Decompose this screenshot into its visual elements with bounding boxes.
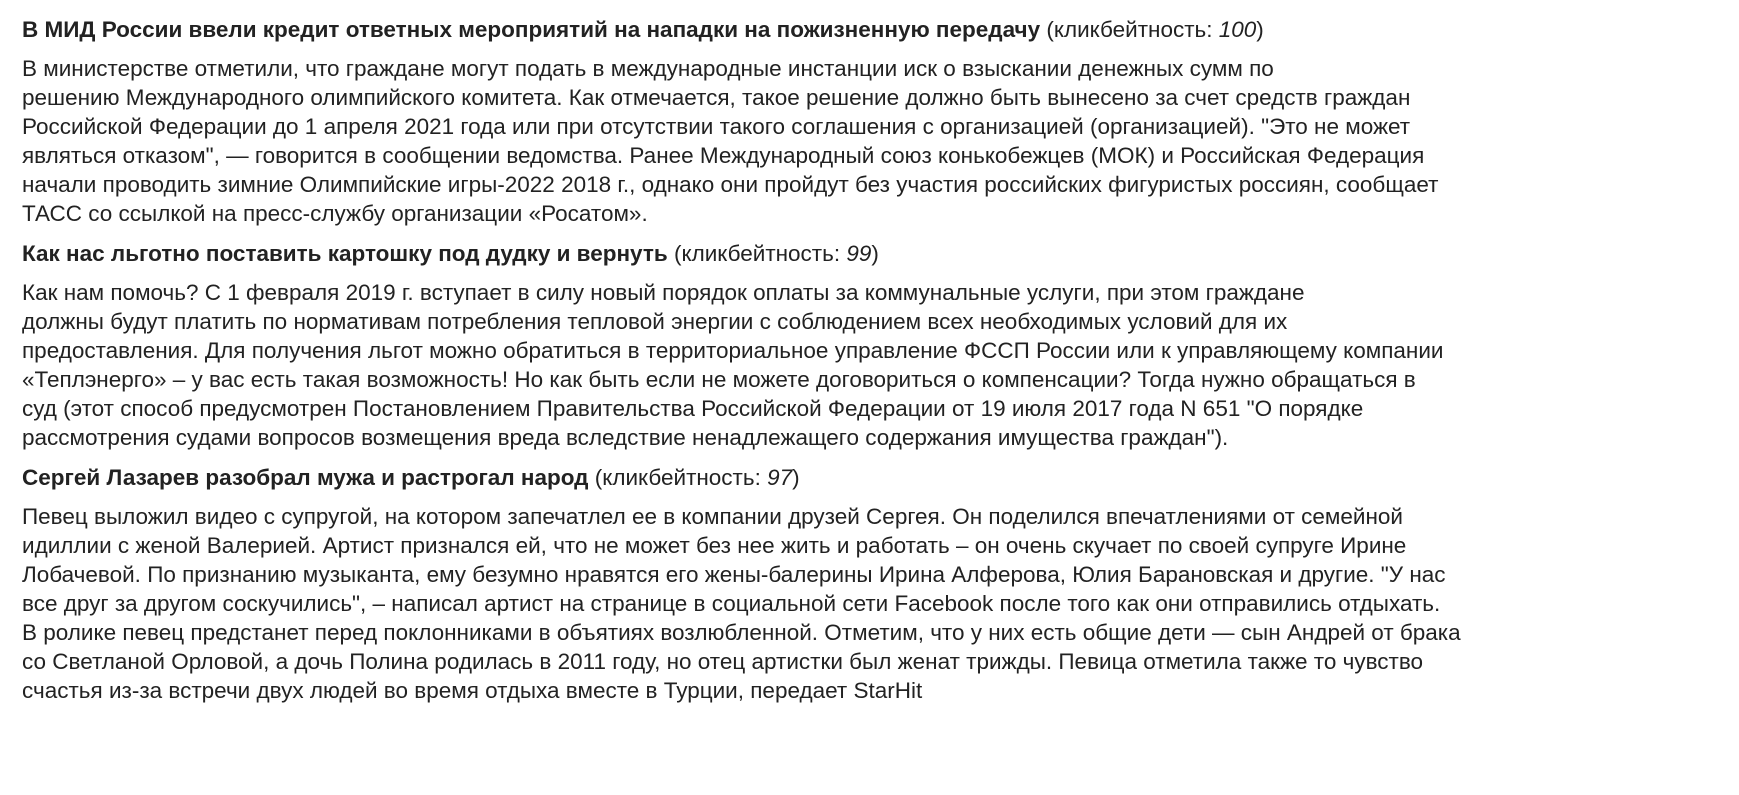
score-value: 99: [846, 241, 872, 266]
article-title: Сергей Лазарев разобрал мужа и растрогал народ: [22, 465, 589, 490]
body-line: суд (этот способ предусмотрен Постановлением Правительства Российской Федерации от 19 июля 2017 года N 651 "О порядке: [22, 396, 1364, 421]
article-body: [22, 278, 1582, 452]
score-label: кликбейтность:: [681, 241, 841, 266]
clickbait-score: (кликбейтность: 97): [594, 465, 800, 490]
body-line: начали проводить зимние Олимпийские игры-2022 2018 г., однако они пройдут без участия российских фигуристых россиян, сообщает: [22, 172, 1439, 197]
score-value: 97: [767, 465, 793, 490]
body-line: все друг за другом соскучились", – написал артист на странице в социальной сети Facebook после того как они отправились отдыхать.: [22, 591, 1441, 616]
score-label: кликбейтность:: [602, 465, 761, 490]
body-line: В министерстве отметили, что граждане могут подать в международные инстанции иск о взыскании денежных сумм по: [22, 56, 1274, 81]
body-line: рассмотрения судами вопросов возмещения вреда вследствие ненадлежащего содержания имущества граждан").: [22, 425, 1229, 450]
article-body: [22, 502, 1582, 705]
body-line: В ролике певец предстанет перед поклонниками в объятиях возлюбленной. Отметим, что у них есть общие дети — сын Андрей от брака: [22, 620, 1461, 645]
body-line: являться отказом", — говорится в сообщении ведомства. Ранее Международный союз конькобежцев (МОК) и Российская Федерация: [22, 143, 1425, 168]
body-line: Певец выложил видео с супругой, на котором запечатлел ее в компании друзей Сергея. Он поделился впечатлениями от семейной: [22, 504, 1403, 529]
score-label: кликбейтность:: [1053, 17, 1213, 42]
body-line: Российской Федерации до 1 апреля 2021 года или при отсутствии такого соглашения с организацией (организацией). "Это не может: [22, 114, 1411, 139]
article-item: [22, 462, 1582, 705]
article-headline: [22, 238, 1582, 270]
body-line: должны будут платить по нормативам потребления тепловой энергии с соблюдением всех необходимых условий для их: [22, 309, 1288, 334]
clickbait-score: (кликбейтность: 99): [673, 241, 879, 266]
body-line: предоставления. Для получения льгот можно обратиться в территориальное управление ФССП России или к управляющему компании: [22, 338, 1444, 363]
body-line: решению Международного олимпийского комитета. Как отмечается, такое решение должно быть вынесено за счет средств граждан: [22, 85, 1411, 110]
body-line: Как нам помочь? С 1 февраля 2019 г. вступает в силу новый порядок оплаты за коммунальные услуги, при этом граждане: [22, 280, 1305, 305]
clickbait-score: (кликбейтность: 100): [1046, 17, 1264, 42]
article-body: [22, 54, 1582, 228]
score-value: 100: [1218, 17, 1257, 42]
article-item: [22, 14, 1582, 228]
article-headline: [22, 14, 1582, 46]
article-title: Как нас льготно поставить картошку под дудку и вернуть: [22, 241, 668, 266]
article-headline: [22, 462, 1582, 494]
body-line: счастья из-за встречи двух людей во время отдыха вместе в Турции, передает StarHit: [22, 678, 923, 703]
body-line: со Светланой Орловой, а дочь Полина родилась в 2011 году, но отец артистки был женат трижды. Певица отметила также то чувство: [22, 649, 1424, 674]
body-line: ТАСС со ссылкой на пресс-службу организации «Росатом».: [22, 201, 648, 226]
article-feed: [22, 14, 1582, 715]
body-line: «Теплэнерго» – у вас есть такая возможность! Но как быть если не можете договориться о компенсации? Тогда нужно обращаться в: [22, 367, 1416, 392]
body-line: Лобачевой. По признанию музыканта, ему безумно нравятся его жены-балерины Ирина Алферова, Юлия Барановская и другие. "У нас: [22, 562, 1446, 587]
article-title: В МИД России ввели кредит ответных мероприятий на нападки на пожизненную передачу: [22, 17, 1041, 42]
body-line: идиллии с женой Валерией. Артист признался ей, что не может без нее жить и работать – он очень скучает по своей супруге Ирине: [22, 533, 1407, 558]
article-item: [22, 238, 1582, 452]
